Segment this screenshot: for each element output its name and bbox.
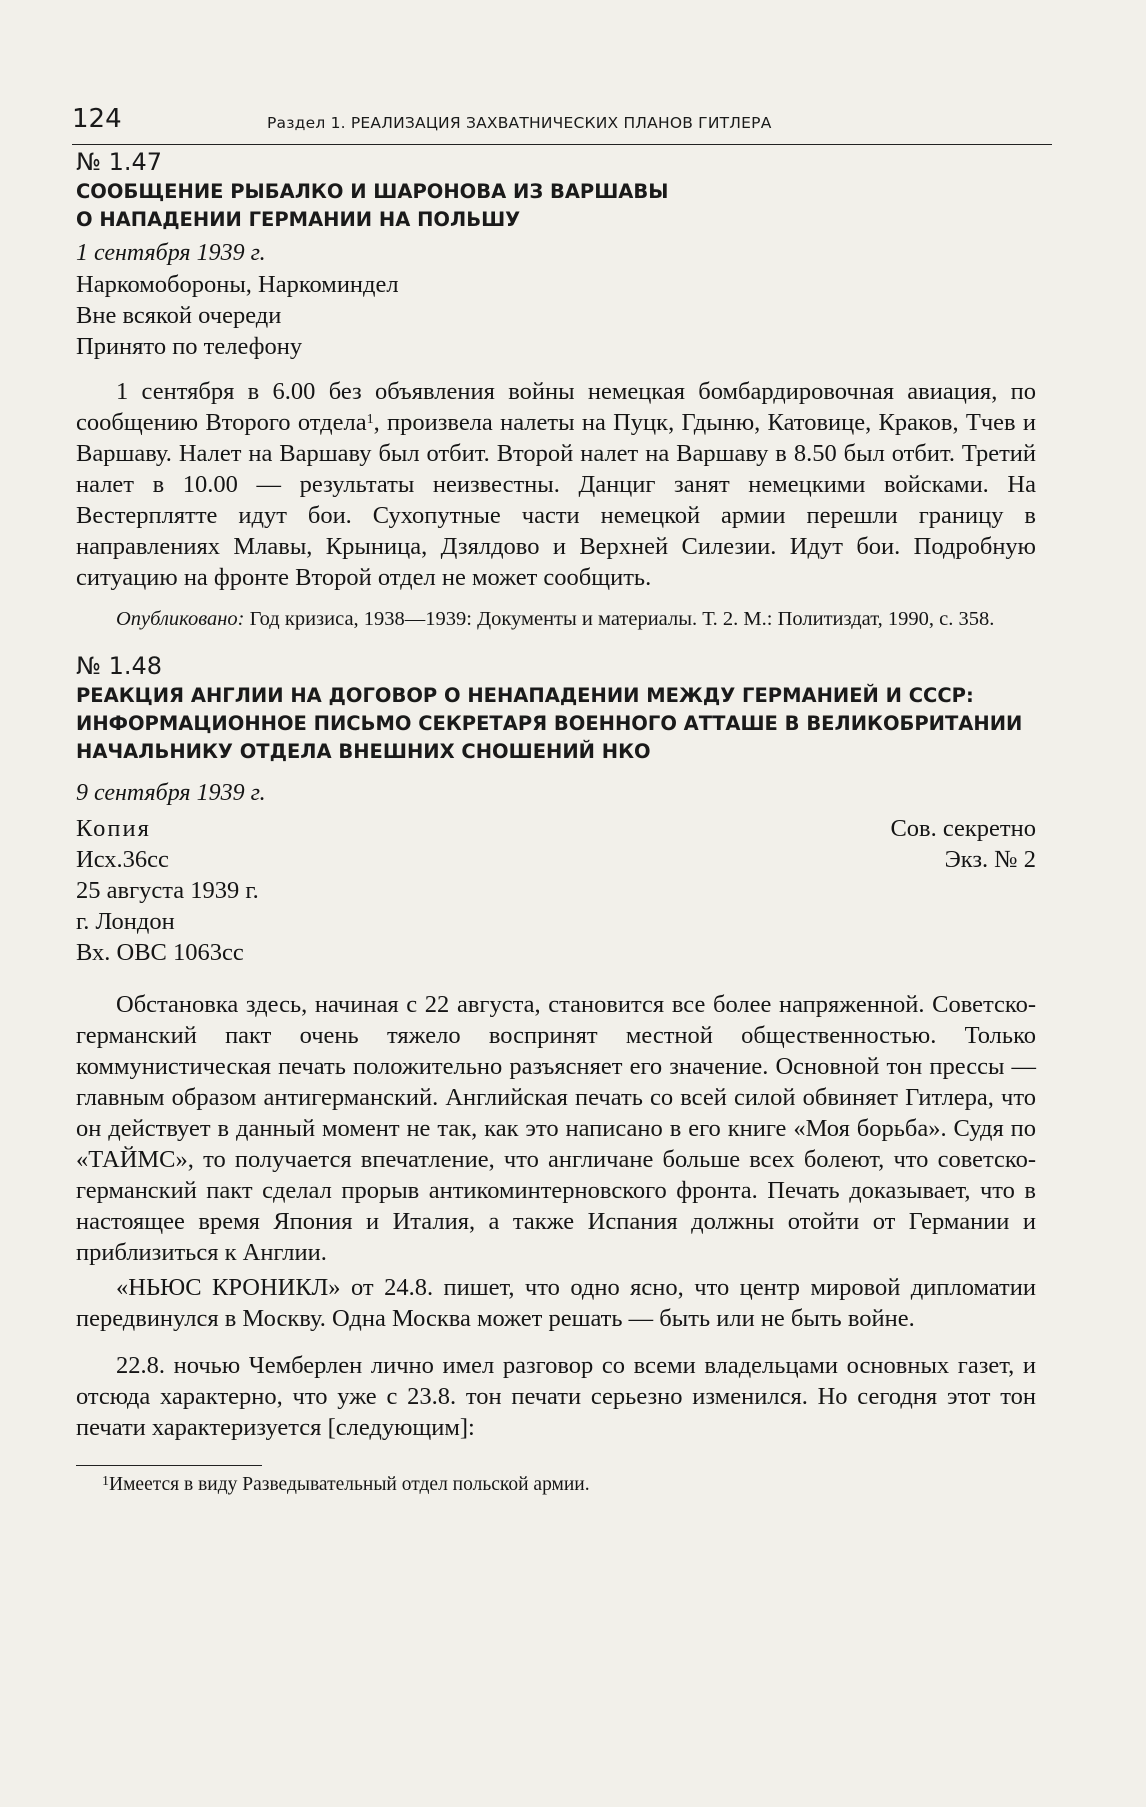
footnote-text: Имеется в виду Разведывательный отдел польской армии. [109,1474,590,1495]
letter-place: г. Лондон [76,908,175,935]
document-number: № 1.47 [76,148,163,176]
document-number: № 1.48 [76,652,163,680]
page-content [76,148,1036,1498]
document-title-line: О НАПАДЕНИИ ГЕРМАНИИ НА ПОЛЬШУ [76,208,521,231]
document-date: 9 сентября 1939 г. [76,780,266,806]
priority-line: Вне всякой очереди [76,302,282,329]
received-line: Принято по телефону [76,333,303,360]
running-head: Раздел 1. РЕАЛИЗАЦИЯ ЗАХВАТНИЧЕСКИХ ПЛАНОВ ГИТЛЕРА [267,114,772,132]
secrecy-stamp: Сов. секретно [890,815,1036,842]
document-title-line: СООБЩЕНИЕ РЫБАЛКО И ШАРОНОВА ИЗ ВАРШАВЫ [76,180,669,203]
footnote-reference: 1 [366,412,374,427]
publication-text: Год кризиса, 1938—1939: Документы и материалы. Т. 2. М.: Политиздат, 1990, с. 358. [244,608,995,630]
body-paragraph: 22.8. ночью Чемберлен лично имел разговор со всеми владельцами основных газет, и отсюда характерно, что уже с 23.8. тон печати серьезно изменился. Но сегодня этот тон печати характеризуется [следующим]: [76,1352,1036,1441]
requisites-right [890,813,1036,875]
addressee-line: Наркомобороны, Наркоминдел [76,271,399,298]
copy-label: Копия [76,815,151,842]
outgoing-number: Исх.36сс [76,846,169,873]
footnote [76,1472,1036,1498]
document-date: 1 сентября 1939 г. [76,240,266,266]
publication-source [76,605,1036,634]
document-body [76,376,1036,593]
footnote-divider [76,1465,262,1466]
body-paragraph: Обстановка здесь, начиная с 22 августа, становится все более напряженной. Советско-германский пакт очень тяжело воспринят местной общественностью. Только коммунистическая печать положительно разъясняет его значение. Основной тон прессы — главным образом антигерманский. Английская печать со всей силой обвиняет Гитлера, что он действует в данный момент не так, как это написано в его книге «Моя борьба». Судя по «ТАЙМС», то получается впечатление, что англичане больше всех болеют, что советско-германский пакт сделал прорыв антикоминтерновского фронта. Печать доказывает, что в настоящее время Япония и Италия, а также Испания должны отойти от Германии и приблизиться к Англии. [76,991,1036,1266]
incoming-number: Вх. ОВС 1063сс [76,939,244,966]
document-1-47 [76,148,1036,634]
page-header [72,98,1052,145]
document-1-48 [76,652,1036,1443]
copy-number: Экз. № 2 [944,846,1036,873]
body-text: , произвела налеты на Пуцк, Гдыню, Катовице, Краков, Тчев и Варшаву. Налет на Варшаву был отбит. Второй налет на Варшаву в 8.50 был отбит. Третий налет в 10.00 — результаты неизвестны. Данциг занят немецкими войсками. На Вестерплятте идут бои. Сухопутные части немецкой армии перешли границу в направлениях Млавы, Крыница, Дзялдово и Верхней Силезии. Идут бои. Подробную ситуацию на фронте Второй отдел не может сообщить. [76,409,1036,591]
document-title-line: РЕАКЦИЯ АНГЛИИ НА ДОГОВОР О НЕНАПАДЕНИИ МЕЖДУ ГЕРМАНИЕЙ И СССР: [76,684,974,707]
publication-label: Опубликовано: [116,608,245,630]
document-requisites [76,813,1036,969]
body-text: 1 сентября в 6.00 без объявления войны немецкая бомбардировочная авиация, по сообщению Второго отдела [76,378,1036,436]
footnote-mark: 1 [102,1474,109,1489]
page-number: 124 [72,104,122,134]
document-title-line: ИНФОРМАЦИОННОЕ ПИСЬМО СЕКРЕТАРЯ ВОЕННОГО АТТАШЕ В ВЕЛИКОБРИТАНИИ [76,712,1023,735]
letter-date: 25 августа 1939 г. [76,877,259,904]
body-paragraph: «НЬЮС КРОНИКЛ» от 24.8. пишет, что одно ясно, что центр мировой дипломатии передвинулся в Москву. Одна Москва может решать — быть или не быть войне. [76,1274,1036,1332]
requisites-left [76,813,259,968]
document-title-line: НАЧАЛЬНИКУ ОТДЕЛА ВНЕШНИХ СНОШЕНИЙ НКО [76,740,651,763]
